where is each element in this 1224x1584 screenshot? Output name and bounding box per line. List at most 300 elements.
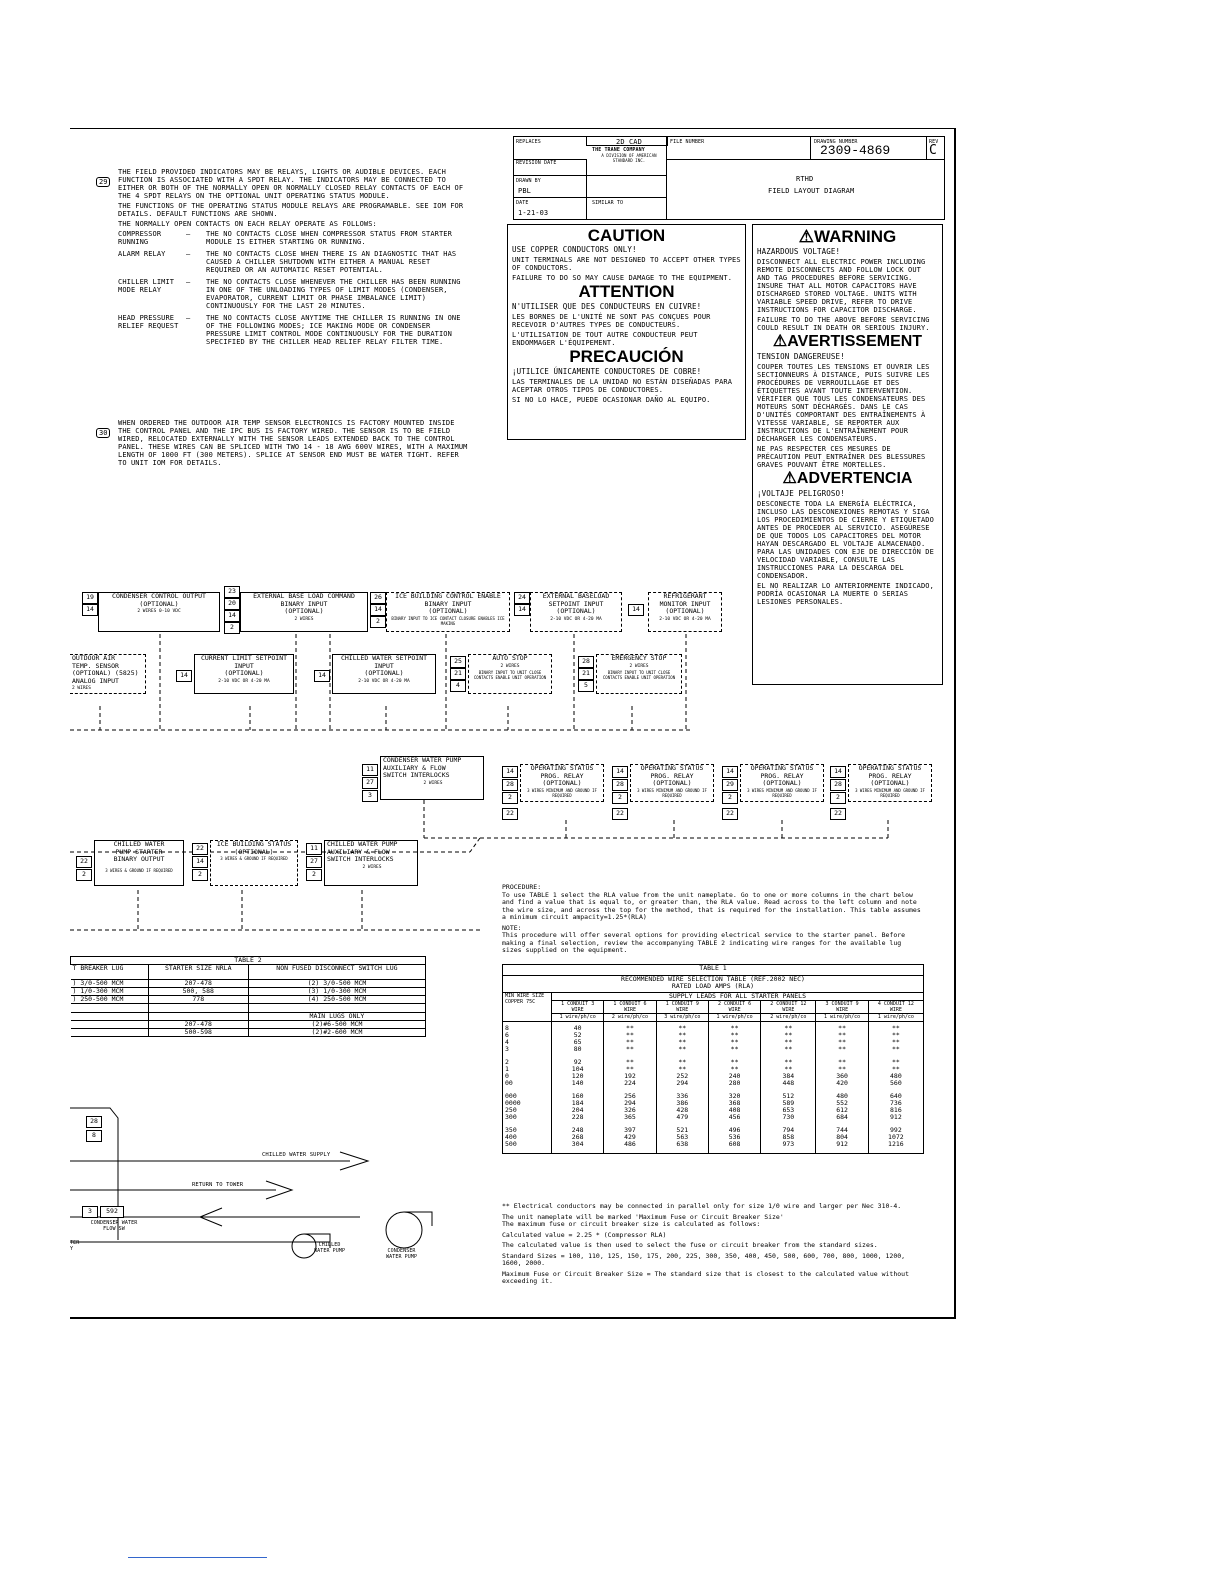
table-value: 384 <box>782 1072 795 1080</box>
table-value: ** <box>626 1065 634 1073</box>
table-row: ) 3/0-500 MCM 207-478 (2) 3/0-500 MCM <box>71 980 426 988</box>
table-value: ** <box>891 1045 900 1053</box>
terminal-tag: 22 <box>612 808 628 820</box>
note-29-marker: 29 <box>96 169 110 188</box>
table-value: ** <box>626 1058 634 1066</box>
outdoor-air-sensor-box: OUTDOOR AIR TEMP. SENSOR (OPTIONAL) (5825) ANALOG INPUT 2 WIRES <box>70 654 146 694</box>
table-value: 521 <box>676 1126 689 1134</box>
terminal-tag: 22 <box>502 808 518 820</box>
table-value: 428 <box>676 1106 689 1114</box>
table-value: ** <box>678 1065 687 1073</box>
table-value: 192 <box>624 1072 636 1080</box>
table-value: ** <box>626 1045 634 1053</box>
terminal-tag: 26 <box>370 592 386 604</box>
table-value: ** <box>891 1058 900 1066</box>
precaucion-heading: PRECAUCIÓN <box>569 347 684 366</box>
terminal-tag: 28 <box>86 1116 102 1128</box>
terminal-tag: 21 <box>578 668 594 680</box>
table-row <box>503 1090 924 1124</box>
table-value: ** <box>678 1024 687 1032</box>
table-value: 8 <box>505 1024 509 1032</box>
table-cell <box>761 1056 816 1090</box>
table-value: 1216 <box>888 1140 904 1148</box>
terminal-tag: 14 <box>224 610 240 622</box>
table-value: ** <box>838 1065 846 1073</box>
table-value: 240 <box>728 1072 741 1080</box>
warning-triangle-icon: ⚠ <box>772 333 788 350</box>
external-baseload-setpoint-box: EXTERNAL BASELOAD SETPOINT INPUT (OPTIONAL) 2-10 VDC OR 4-20 MA <box>530 592 622 632</box>
table-value: 420 <box>836 1079 848 1087</box>
drawing-number: 2309-4869 <box>820 143 891 158</box>
table-1-column-subheader: 1 wire/ph/co <box>708 1014 760 1022</box>
warning-en2: DISCONNECT ALL ELECTRIC POWER INCLUDING REMOTE DISCONNECTS AND FOLLOW LOCK OUT AND TAG PROCEDURES BEFORE SERVICING. INSURE THAT ALL MOTOR CAPACITORS HAVE DISCHARGED STORED VOLTAGE. UNITS WITH VARIABLE SPEED DRIVE, REFER TO DRIVE INSTRUCTIONS FOR CAPACITOR DISCHARGE. <box>757 258 926 314</box>
table-value: 912 <box>890 1113 902 1121</box>
table-value: 608 <box>728 1140 741 1148</box>
table-2-header: NON FUSED DISCONNECT SWITCH LUG <box>248 965 425 980</box>
table-cell <box>761 1090 816 1124</box>
current-limit-setpoint-box: CURRENT LIMIT SETPOINT INPUT (OPTIONAL) 2-10 VDC OR 4-20 MA <box>194 654 294 694</box>
table-value: 120 <box>571 1072 584 1080</box>
table-value: 560 <box>890 1079 902 1087</box>
table-value: ** <box>730 1045 739 1053</box>
terminal-tag: 14 <box>514 604 530 616</box>
return-to-tower-label: RETURN TO TOWER <box>192 1182 244 1188</box>
rev-value: C <box>929 143 937 158</box>
footnote: The maximum fuse or circuit breaker size is calculated as follows: <box>502 1220 761 1228</box>
table-1-column-header: 1 CONDUIT 3 WIRE <box>552 1001 604 1014</box>
terminal-tag: 2 <box>722 792 738 804</box>
table-value: 744 <box>836 1126 848 1134</box>
drawing-number-label: DRAWING NUMBER <box>814 139 858 145</box>
table-value: ** <box>891 1038 900 1046</box>
table-value: 140 <box>571 1079 584 1087</box>
procedure-text <box>502 884 922 958</box>
table-cell <box>503 1090 552 1124</box>
table-value: 6 <box>505 1031 509 1039</box>
table-value: 204 <box>571 1106 584 1114</box>
table-value: ** <box>784 1031 793 1039</box>
terminal-tag: 20 <box>224 598 240 610</box>
table-value: ** <box>626 1031 634 1039</box>
table-cell <box>868 1124 923 1151</box>
drawn-by: PBL <box>518 187 531 195</box>
table-value: 400 <box>505 1133 517 1141</box>
table-2 <box>70 956 426 1037</box>
table-value: 92 <box>573 1058 582 1066</box>
table-cell <box>604 1056 656 1090</box>
table-value: ** <box>838 1058 846 1066</box>
terminal-tag: 23 <box>224 586 240 598</box>
table-value: ** <box>784 1024 793 1032</box>
table-value: ** <box>838 1045 846 1053</box>
attention-heading: ATTENTION <box>578 282 675 301</box>
footnote: ** Electrical conductors may be connected in parallel only for size 1/0 wire and larger per Nec 310-4. <box>502 1202 902 1210</box>
table-value: 804 <box>836 1133 848 1141</box>
terminal-tag: 14 <box>192 856 208 868</box>
caution-en2: UNIT TERMINALS ARE NOT DESIGNED TO ACCEPT OTHER TYPES OF CONDUCTORS. <box>512 256 741 272</box>
chilled-water-supply-label: CHILLED WATER SUPPLY <box>262 1152 331 1158</box>
table-1-column-subheader: 1 wire/ph/co <box>816 1014 868 1022</box>
terminal-tag: 11 <box>362 764 378 776</box>
terminal-tag: 2 <box>224 622 240 634</box>
table-1-column-header: 1 CONDUIT 9 WIRE <box>656 1001 708 1014</box>
terminal-tag: 14 <box>176 670 192 682</box>
table-value: 638 <box>676 1140 689 1148</box>
condenser-water-pump-interlock-box: CONDENSER WATER PUMP AUXILIARY & FLOW SWITCH INTERLOCKS 2 WIRES <box>380 756 484 800</box>
table-cell <box>708 1124 760 1151</box>
terminal-tag: 8 <box>86 1130 102 1142</box>
table-value: 268 <box>571 1133 584 1141</box>
emergency-stop-box: EMERGENCY STOP 2 WIRES BINARY INPUT TO UNIT CLOSE CONTACTS ENABLE UNIT OPERATION <box>596 654 682 694</box>
operating-status-relay-2: OPERATING STATUS PROG. RELAY (OPTIONAL) 3 WIRES MINIMUM AND GROUND IF REQUIRED <box>630 764 714 802</box>
table-cell <box>761 1022 816 1057</box>
footnote: The calculated value is then used to select the fuse or circuit breaker from the standard sizes. <box>502 1241 878 1249</box>
terminal-tag: 24 <box>514 592 530 604</box>
terminal-tag: 14 <box>314 670 330 682</box>
terminal-tag: 21 <box>450 668 466 680</box>
table-value: 184 <box>571 1099 584 1107</box>
table-cell <box>656 1124 708 1151</box>
caution-es3: SI NO LO HACE, PUEDE OCASIONAR DAÑO AL EQUIPO. <box>512 396 711 404</box>
terminal-tag: 27 <box>306 856 322 868</box>
replaces-label: REPLACES <box>516 139 541 145</box>
terminal-tag: 28 <box>612 779 628 791</box>
terminal-tag: 14 <box>722 766 738 778</box>
footnote: Maximum Fuse or Circuit Breaker Size = The standard size that is closest to the calculated value without exceeding it. <box>502 1269 909 1285</box>
table-value: ** <box>678 1038 687 1046</box>
table-value: 326 <box>624 1106 636 1114</box>
min-wire-header: MIN WIRE SIZE COPPER 75C <box>503 993 552 1022</box>
table-cell <box>656 1056 708 1090</box>
terminal-tag: 2 <box>192 869 208 881</box>
main-lugs-header: MAIN LUGS ONLY <box>248 1013 425 1021</box>
table-value: 248 <box>571 1126 584 1134</box>
terminal-tag: 22 <box>722 808 738 820</box>
warning-fr3: NE PAS RESPECTER CES MESURES DE PRÉCAUTION PEUT ENTRAÎNER DES BLESSURES GRAVES POUVANT ÊTRE MORTELLES. <box>757 445 926 469</box>
refrigerant-monitor-box: REFRIGERANT MONITOR INPUT (OPTIONAL) 2-10 VDC OR 4-20 MA <box>648 592 722 632</box>
table-cell <box>816 1056 868 1090</box>
table-1-subtitle: RECOMMENDED WIRE SELECTION TABLE (REF.2002 NEC) RATED LOAD AMPS (RLA) <box>503 976 924 993</box>
table-value: 552 <box>836 1099 848 1107</box>
note-30: WHEN ORDERED THE OUTDOOR AIR TEMP SENSOR ELECTRONICS IS FACTORY MOUNTED INSIDE THE CONTROL PANEL AND THE IPC BUS IS FACTORY WIRED. THE SENSOR IS TO BE FIELD WIRED, RELOCATED EXTERNALLY WITH THE SENSOR LEADS EXTENDED BACK TO THE CONTROL PANEL. THESE WIRES CAN BE SPLICED WITH TWO 14 - 18 AWG 600V WIRES, WITH A MAXIMUM LENGTH OF 1000 FT (300 METERS). SPLICE AT SENSOR END MUST BE WATER TIGHT. REFER TO UNIT IOM FOR DETAILS. <box>118 419 468 467</box>
table-cell <box>604 1090 656 1124</box>
caution-heading: CAUTION <box>587 226 666 245</box>
table-cell <box>503 1056 552 1090</box>
table-value: ** <box>784 1038 793 1046</box>
terminal-tag: 28 <box>502 779 518 791</box>
table-1 <box>502 964 924 1154</box>
table-value: 000 <box>505 1092 517 1100</box>
table-2-header: STARTER SIZE NRLA <box>148 965 248 980</box>
table-value: 912 <box>836 1140 848 1148</box>
table-1-title: TABLE 1 <box>503 965 924 976</box>
table-value: ** <box>784 1065 793 1073</box>
table-value: 160 <box>571 1092 584 1100</box>
table-value: 0000 <box>505 1099 521 1107</box>
chilled-water-pump-label: CHILLED WATER PUMP <box>314 1242 346 1254</box>
table-value: 794 <box>782 1126 795 1134</box>
terminal-tag: 14 <box>82 604 98 616</box>
table-row <box>503 1056 924 1090</box>
terminal-tag: 22 <box>76 856 92 868</box>
table-value: 429 <box>624 1133 636 1141</box>
table-value: 0 <box>505 1072 509 1080</box>
table-value: ** <box>891 1065 900 1073</box>
table-cell <box>868 1022 923 1057</box>
table-value: 294 <box>624 1099 636 1107</box>
terminal-tag: 19 <box>82 592 98 604</box>
terminal-tag: 4 <box>450 680 466 692</box>
table-value: 408 <box>728 1106 741 1114</box>
table-value: 1072 <box>888 1133 904 1141</box>
procedure-note: This procedure will offer several options for providing electrical service to the starter panel. Before making a final selection, review the accompanying TABLE 2 indicating wire ranges for the available lug sizes supplied on the equipment. <box>502 931 906 954</box>
table-value: 252 <box>676 1072 689 1080</box>
table-value: 512 <box>782 1092 795 1100</box>
table-cell <box>708 1090 760 1124</box>
footnotes <box>502 1203 922 1289</box>
table-value: 500 <box>505 1140 517 1148</box>
table-cell <box>708 1056 760 1090</box>
table-row <box>503 1022 924 1057</box>
table-value: ** <box>838 1031 846 1039</box>
terminal-tag: 14 <box>502 766 518 778</box>
table-1-column-subheader: 2 wire/ph/co <box>761 1014 816 1022</box>
table-row: ) 1/0-300 MCM 500, 588 (3) 1/0-300 MCM <box>71 988 426 996</box>
table-value: ** <box>678 1045 687 1053</box>
table-value: 480 <box>836 1092 848 1100</box>
chilled-water-pump-starter-box: CHILLED WATER PUMP STARTER BINARY OUTPUT 3 WIRES & GROUND IF REQUIRED <box>94 840 184 886</box>
terminal-tag: 2 <box>76 869 92 881</box>
terminal-tag: 28 <box>830 779 846 791</box>
table-cell <box>868 1056 923 1090</box>
procedure-paragraph: To use TABLE 1 select the RLA value from the unit nameplate. Go to one or more columns in the chart below and find a value that is equal to, or greater than, the RLA value. Read across to the left column and note the wire size, and across the top for the method, that is required for the installation. This table assumes a minimum circuit ampacity=1.25*(RLA) <box>502 890 921 921</box>
table-value: 589 <box>782 1099 795 1107</box>
table-value: ** <box>730 1031 739 1039</box>
ice-building-status-box: ICE BUILDING STATUS (OPTIONAL) 3 WIRES & GROUND IF REQUIRED <box>210 840 298 886</box>
table-value: 563 <box>676 1133 689 1141</box>
term-compressor-running: COMPRESSOR RUNNING — THE NO CONTACTS CLOSE WHEN COMPRESSOR STATUS FROM STARTER MODULE IS EITHER STARTING OR RUNNING. <box>118 230 452 246</box>
table-value: 304 <box>571 1140 584 1148</box>
terminal-tag: 22 <box>830 808 846 820</box>
table-cell <box>761 1124 816 1151</box>
advertencia-heading: ⚠ADVERTENCIA <box>782 470 913 487</box>
terminal-tag: 2 <box>370 616 386 628</box>
table-value: 368 <box>728 1099 741 1107</box>
note-29-text3: THE NORMALLY OPEN CONTACTS ON EACH RELAY OPERATE AS FOLLOWS: <box>118 220 377 228</box>
chilled-water-setpoint-box: CHILLED WATER SETPOINT INPUT (OPTIONAL) 2-10 VDC OR 4-20 MA <box>332 654 436 694</box>
terminal-tag: 14 <box>612 766 628 778</box>
file-number-label: FILE NUMBER <box>670 139 705 145</box>
table-value: 816 <box>890 1106 902 1114</box>
table-value: ** <box>891 1031 900 1039</box>
table-cell <box>656 1090 708 1124</box>
table-1-column-subheader: 2 wire/ph/co <box>604 1014 656 1022</box>
cad-label: 2D CAD <box>616 138 642 146</box>
table-value: ** <box>626 1024 634 1032</box>
warning-triangle-icon: ⚠ <box>782 470 797 487</box>
table-value: ** <box>678 1031 687 1039</box>
warning-es3: EL NO REALIZAR LO ANTERIORMENTE INDICADO, PODRÍA OCASIONAR LA MUERTE O SERIAS LESIONES PERSONALES. <box>757 582 934 606</box>
flow-switch-tag: 592 <box>100 1206 124 1218</box>
table-value: 486 <box>624 1140 636 1148</box>
auto-stop-box: AUTO STOP 2 WIRES BINARY INPUT TO UNIT CLOSE CONTACTS ENABLE UNIT OPERATION <box>468 654 552 694</box>
table-row <box>503 1124 924 1151</box>
revision-date-label: REVISION DATE <box>516 160 557 166</box>
table-value: 858 <box>782 1133 795 1141</box>
table-value: ** <box>838 1024 846 1032</box>
terminal-tag: 2 <box>502 792 518 804</box>
table-row: 207-478 (2)#6-500 MCM <box>71 1021 426 1029</box>
table-value: ** <box>730 1058 739 1066</box>
table-value: 228 <box>571 1113 584 1121</box>
table-cell <box>503 1022 552 1057</box>
table-1-column-header: 2 CONDUIT 6 WIRE <box>708 1001 760 1014</box>
table-value: 365 <box>624 1113 636 1121</box>
caution-en1: USE COPPER CONDUCTORS ONLY! <box>512 245 637 254</box>
table-value: 536 <box>728 1133 741 1141</box>
table-cell <box>604 1022 656 1057</box>
table-1-column-subheader: 1 wire/ph/co <box>868 1014 923 1022</box>
external-base-load-box: EXTERNAL BASE LOAD COMMAND BINARY INPUT (OPTIONAL) 2 WIRES <box>240 592 368 632</box>
operating-status-relay-1: OPERATING STATUS PROG. RELAY (OPTIONAL) 3 WIRES MINIMUM AND GROUND IF REQUIRED <box>520 764 604 802</box>
table-value: ** <box>730 1024 739 1032</box>
table-value: 350 <box>505 1126 517 1134</box>
table-2-title: TABLE 2 <box>71 957 426 965</box>
table-value: 736 <box>890 1099 902 1107</box>
table-value: 496 <box>728 1126 741 1134</box>
terminal-tag: 14 <box>370 604 386 616</box>
note-30-marker: 30 <box>96 420 110 439</box>
table-value: ** <box>891 1024 900 1032</box>
table-1-column-header: 2 CONDUIT 12 WIRE <box>761 1001 816 1014</box>
table-value: 1 <box>505 1065 509 1073</box>
terminal-tag: 25 <box>450 656 466 668</box>
table-value: 612 <box>836 1106 848 1114</box>
company-sub: A DIVISION OF AMERICAN STANDARD INC. <box>601 153 657 163</box>
chilled-water-pump-interlock-box: CHILLED WATER PUMP AUXILIARY & FLOW SWITCH INTERLOCKS 2 WIRES <box>324 840 418 886</box>
table-value: 640 <box>890 1092 902 1100</box>
note-29-text2: THE FUNCTIONS OF THE OPERATING STATUS MODULE RELAYS ARE PROGRAMABLE. SEE IOM FOR DETAILS. DEFAULT FUNCTIONS ARE SHOWN. <box>118 202 464 218</box>
table-value: 730 <box>782 1113 795 1121</box>
table-value: 40 <box>573 1024 582 1032</box>
caution-en3: FAILURE TO DO SO MAY CAUSE DAMAGE TO THE EQUIPMENT. <box>512 274 733 282</box>
table-value: 320 <box>728 1092 741 1100</box>
date-value: 1-21-03 <box>518 209 549 217</box>
table-value: 479 <box>676 1113 689 1121</box>
table-1-column-subheader: 3 wire/ph/co <box>656 1014 708 1022</box>
table-value: 224 <box>624 1079 636 1087</box>
ice-building-enable-box: ICE BUILDING CONTROL ENABLE BINARY INPUT (OPTIONAL) BINARY INPUT TO ICE CONTACT CLOSURE ENABLES ICE MAKING <box>386 592 510 632</box>
warning-en3: FAILURE TO DO THE ABOVE BEFORE SERVICING COULD RESULT IN DEATH OR SERIOUS INJURY. <box>757 316 930 332</box>
table-value: 300 <box>505 1113 517 1121</box>
drawing-description: FIELD LAYOUT DIAGRAM <box>768 187 855 195</box>
term-alarm-relay: ALARM RELAY — THE NO CONTACTS CLOSE WHEN THERE IS AN DIAGNOSTIC THAT HAS CAUSED A CHILLER SHUTDOWN WITH EITHER A MANUAL RESET REQUIRED OR AN AUTOMATIC RESET POTENTIAL. <box>118 250 457 274</box>
procedure-label: PROCEDURE: <box>502 883 542 891</box>
similar-to-label: SIMILAR TO <box>592 200 624 206</box>
table-value: ** <box>730 1065 739 1073</box>
drawn-by-label: DRAWN BY <box>516 178 541 184</box>
caution-fr1: N'UTILISER QUE DES CONDUCTEURS EN CUIVRE! <box>512 302 702 311</box>
footnote: Standard Sizes = 100, 110, 125, 150, 175, 200, 225, 300, 350, 400, 450, 500, 600, 700, 800, 1000, 1200, 1600, 2000. <box>502 1251 906 1267</box>
table-value: 448 <box>782 1079 795 1087</box>
table-cell <box>604 1124 656 1151</box>
table-cell <box>816 1022 868 1057</box>
table-cell <box>503 1124 552 1151</box>
warning-fr2: COUPER TOUTES LES TENSIONS ET OUVRIR LES SECTIONNEURS À DISTANCE, PUIS SUIVRE LES PROCÉDURES DE VERROUILLAGE ET DES ÉTIQUETTES AVANT TOUTE INTERVENTION. VÉRIFIER QUE TOUS LES CONDENSATEURS DES MOTEURS SONT DÉCHARGÉS. DANS LE CAS D'UNITÉS COMPORTANT DES ENTRAÎNEMENTS À VITESSE VARIABLE, SE REPORTER AUX INSTRUCTIONS DE L'ENTRAÎNEMENT POUR DÉCHARGER LES CONDENSATEURS. <box>757 363 930 443</box>
terminal-tag: 27 <box>362 777 378 789</box>
table-value: ** <box>730 1038 739 1046</box>
note-label: NOTE: <box>502 923 522 932</box>
table-cell <box>868 1090 923 1124</box>
table-value: 104 <box>571 1065 584 1073</box>
terminal-tag: 5 <box>578 680 594 692</box>
table-value: 2 <box>505 1058 509 1066</box>
warning-triangle-icon: ⚠ <box>798 227 815 246</box>
caution-fr2: LES BORNES DE L'UNITÉ NE SONT PAS CONÇUES POUR RECEVOIR D'AUTRES TYPES DE CONDUCTEURS. <box>512 313 711 329</box>
terminal-tag: 14 <box>830 766 846 778</box>
terminal-tag: 29 <box>722 779 738 791</box>
operating-status-relay-4: OPERATING STATUS PROG. RELAY (OPTIONAL) 3 WIRES MINIMUM AND GROUND IF REQUIRED <box>848 764 932 802</box>
terminal-tag: 22 <box>192 843 208 855</box>
table-value: 294 <box>676 1079 689 1087</box>
table-value: 250 <box>505 1106 517 1114</box>
company-name: THE TRANE COMPANY <box>592 147 645 153</box>
table-cell <box>816 1124 868 1151</box>
table-1-column-header: 1 CONDUIT 6 WIRE <box>604 1001 656 1014</box>
left-truncated-label: TER Y <box>70 1240 80 1252</box>
caution-es1: ¡UTILICE ÚNICAMENTE CONDUCTORES DE COBRE! <box>512 367 702 376</box>
table-value: 256 <box>624 1092 636 1100</box>
supply-leads-header: SUPPLY LEADS FOR ALL STARTER PANELS <box>552 993 924 1001</box>
rev-label: REV <box>929 139 939 145</box>
table-cell <box>552 1022 604 1057</box>
caution-es2: LAS TERMINALES DE LA UNIDAD NO ESTÁN DISEÑADAS PARA ACEPTAR OTROS TIPOS DE CONDUCTORES. <box>512 378 733 394</box>
term-chiller-limit: CHILLER LIMIT MODE RELAY — THE NO CONTACTS CLOSE WHENEVER THE CHILLER HAS BEEN RUNNING IN ONE OF THE UNLOADING TYPES OF LIMIT MODES (CONDENSER, EVAPORATOR, CURRENT LIMIT OR PHASE IMBALANCE LIMIT) CONTINUOUSLY FOR THE LAST 20 MINUTES. <box>118 278 461 310</box>
flow-switch-label: CONDENSER WATER FLOW SW <box>90 1220 138 1232</box>
condenser-water-pump-label: CONDENSER WATER PUMP <box>386 1248 418 1260</box>
table-value: 360 <box>836 1072 848 1080</box>
table-1-column-header: 4 CONDUIT 12 WIRE <box>868 1001 923 1014</box>
table-value: ** <box>784 1045 793 1053</box>
table-cell <box>552 1124 604 1151</box>
terminal-tag: 28 <box>578 656 594 668</box>
table-row: ) 250-500 MCM 778 (4) 250-500 MCM <box>71 996 426 1004</box>
table-value: 4 <box>505 1038 509 1046</box>
table-value: 653 <box>782 1106 795 1114</box>
terminal-tag: 3 <box>82 1206 98 1218</box>
table-cell <box>552 1090 604 1124</box>
warning-heading: ⚠WARNING <box>798 227 897 246</box>
footnote: Calculated value = 2.25 * (Compressor RLA) <box>502 1230 667 1239</box>
table-value: ** <box>838 1038 846 1046</box>
table-value: 00 <box>505 1079 513 1087</box>
table-value: 280 <box>728 1079 741 1087</box>
condenser-control-output-box: CONDENSER CONTROL OUTPUT (OPTIONAL) 2 WIRES 0-10 VDC <box>98 592 220 632</box>
table-value: 480 <box>890 1072 902 1080</box>
warning-en1: HAZARDOUS VOLTAGE! <box>757 247 841 256</box>
table-value: 992 <box>890 1126 902 1134</box>
table-value: 3 <box>505 1045 509 1053</box>
note-29-text: THE FIELD PROVIDED INDICATORS MAY BE RELAYS, LIGHTS OR AUDIBLE DEVICES. EACH FUNCTION IS ASSOCIATED WITH A SPDT RELAY. THE INDICATORS MAY BE CONNECTED TO EITHER OR BOTH OF THE NORMALLY OPEN OR NORMALLY CLOSED RELAY CONTACTS OF EACH OF THE 4 SPDT RELAYS ON THE OPTIONAL UNIT OPERATING STATUS MODULE. <box>118 168 464 200</box>
terminal-tag: 14 <box>628 604 644 616</box>
terminal-tag: 11 <box>306 843 322 855</box>
table-value: 65 <box>573 1038 582 1046</box>
table-cell <box>656 1022 708 1057</box>
table-row: 500-598 (2)#2-600 MCM <box>71 1029 426 1037</box>
term-head-pressure: HEAD PRESSURE RELIEF REQUEST — THE NO CONTACTS CLOSE ANYTIME THE CHILLER IS RUNNING IN ONE OF THE FOLLOWING MODES; ICE MAKING MODE OR CONDENSER PRESSURE LIMIT CONTROL MODE CONTINUOUSLY FOR THE DURATION SPECIFIED BY THE CHILLER HEAD RELIEF RELAY FILTER TIME. <box>118 314 461 346</box>
table-cell <box>552 1056 604 1090</box>
date-label: DATE <box>516 200 529 206</box>
